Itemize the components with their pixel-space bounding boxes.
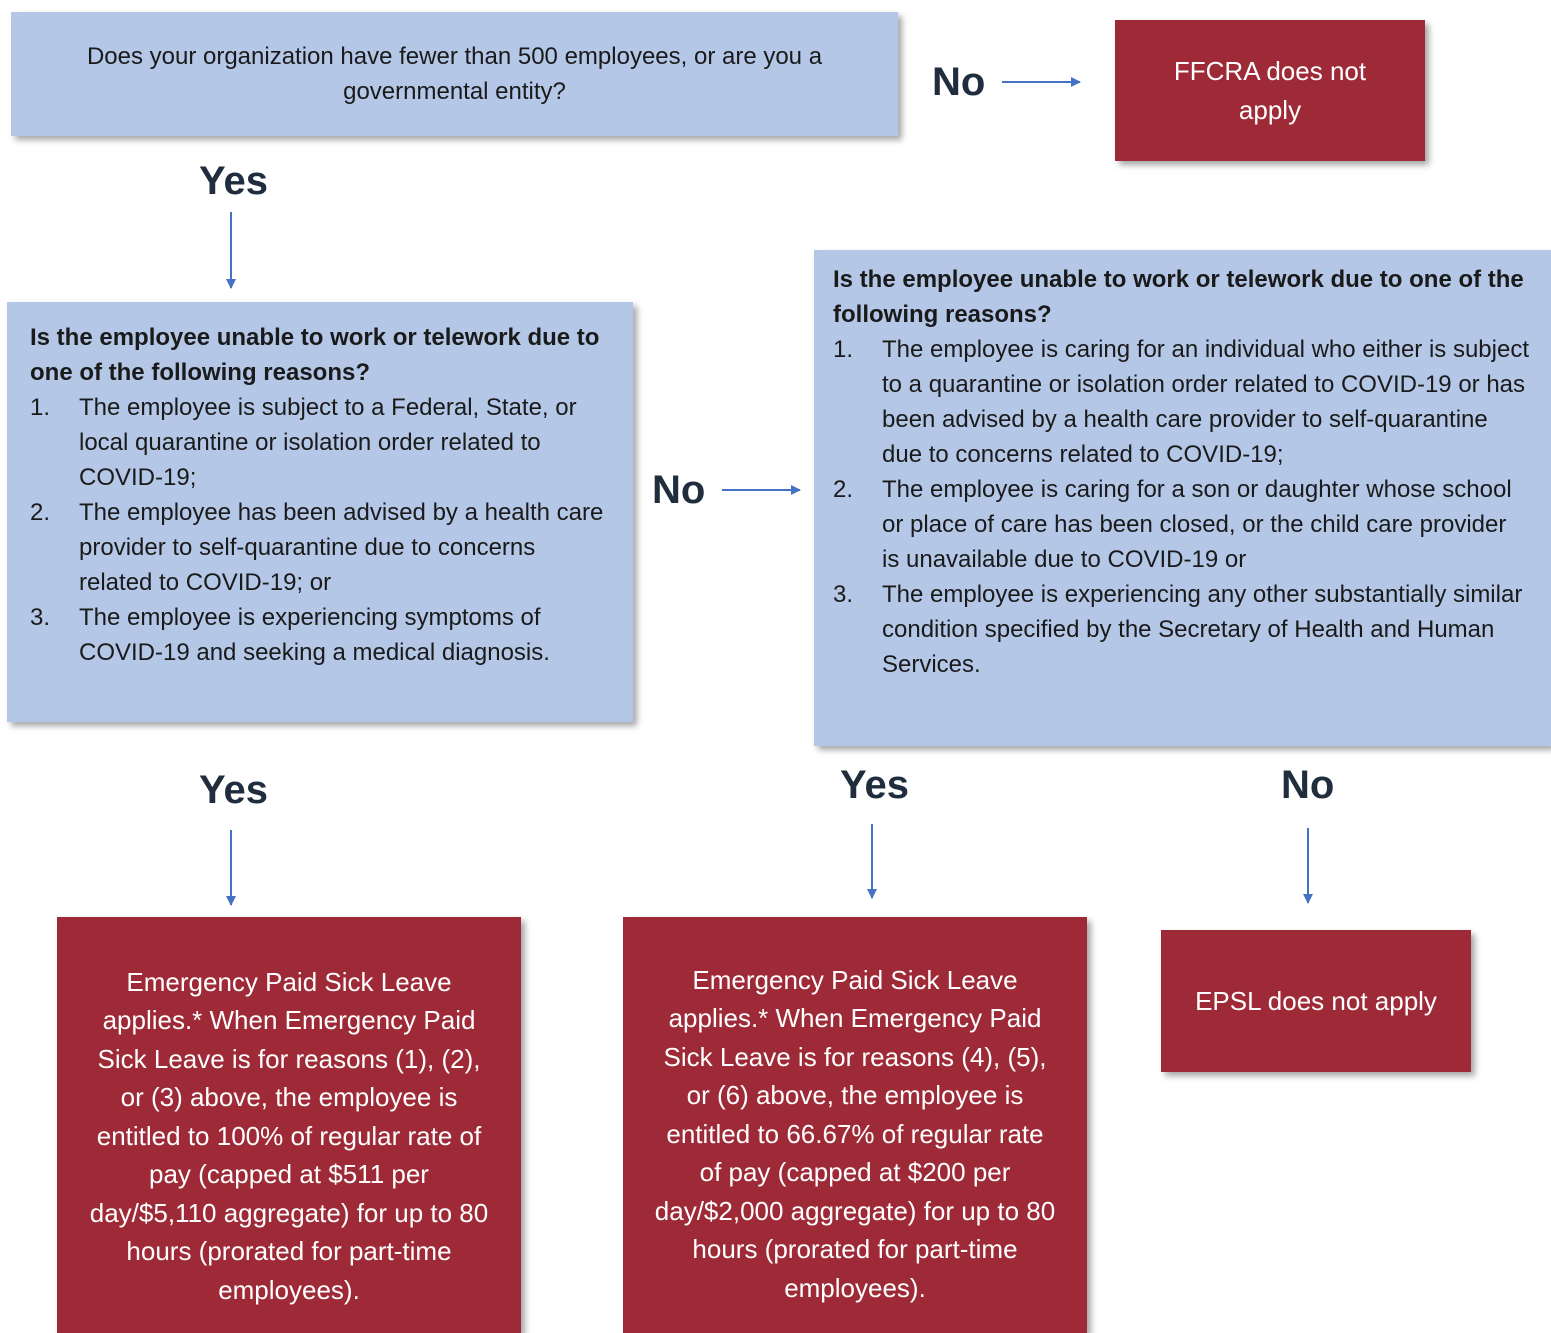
list-item: 3. The employee is experiencing symptoms of COVID-19 and seeking a medical diagnosis. bbox=[30, 604, 550, 666]
outcome-ffcra-not-apply bbox=[1115, 20, 1425, 161]
outcome-epsl-100-percent-text: Emergency Paid Sick Leave applies.* When Emergency Paid Sick Leave is for reasons (1), (2), or (3) above, the employee is entitled to 100% of regular rate of pay (capped at $511 per day/$5,110 aggregate) for up to 80 hours (prorated for part-time employees). bbox=[89, 966, 489, 1305]
list-item: 1. The employee is caring for an individual who either is subject to a quarantine or isolation order related to COVID-19 or has been advised by a health care provider to self-quarantine due to concerns related to COVID-19; bbox=[833, 336, 1530, 468]
question-org-size bbox=[11, 12, 898, 136]
question-epsl-reasons-4-6 bbox=[814, 250, 1551, 746]
question-epsl-reasons-1-3-title: Is the employee unable to work or telework due to one of the following reasons? bbox=[30, 324, 600, 386]
label-q3-no: No bbox=[1281, 763, 1335, 807]
outcome-epsl-100-percent bbox=[57, 917, 521, 1333]
outcome-epsl-6667-percent-text: Emergency Paid Sick Leave applies.* When Emergency Paid Sick Leave is for reasons (4), (5), or (6) above, the employee is entitled to 66.67% of regular rate of pay (capped at $200 per day/$2,000 aggregate) for up to 80 hours (prorated for part-time employees). bbox=[654, 964, 1056, 1303]
list-item: 2. The employee is caring for a son or daughter whose school or place of care has been closed, or the child care provider is unavailable due to COVID-19 or bbox=[833, 476, 1512, 573]
list-item: 1. The employee is subject to a Federal, State, or local quarantine or isolation order related to COVID-19; bbox=[30, 394, 577, 491]
outcome-epsl-not-apply bbox=[1161, 930, 1471, 1072]
label-q1-no: No bbox=[932, 60, 986, 104]
question-epsl-reasons-4-6-title: Is the employee unable to work or telework due to one of the following reasons? bbox=[833, 266, 1524, 328]
reasons-list-4-6 bbox=[833, 332, 1529, 682]
list-item: 3. The employee is experiencing any other substantially similar condition specified by the Secretary of Health and Human Services. bbox=[833, 581, 1523, 678]
list-item: 2. The employee has been advised by a health care provider to self-quarantine due to concerns related to COVID-19; or bbox=[30, 499, 604, 596]
label-q1-yes: Yes bbox=[199, 159, 268, 203]
label-q3-yes: Yes bbox=[840, 763, 909, 807]
outcome-epsl-not-apply-text: EPSL does not apply bbox=[1195, 985, 1437, 1016]
reasons-list-1-3 bbox=[30, 390, 613, 670]
outcome-epsl-6667-percent bbox=[623, 917, 1087, 1333]
label-q2-yes: Yes bbox=[199, 768, 268, 812]
question-org-size-text: Does your organization have fewer than 500 employees, or are you a governmental entity? bbox=[86, 43, 823, 105]
label-q2-no: No bbox=[652, 468, 706, 512]
outcome-ffcra-not-apply-text: FFCRA does not apply bbox=[1173, 56, 1367, 125]
question-epsl-reasons-1-3 bbox=[7, 302, 633, 722]
